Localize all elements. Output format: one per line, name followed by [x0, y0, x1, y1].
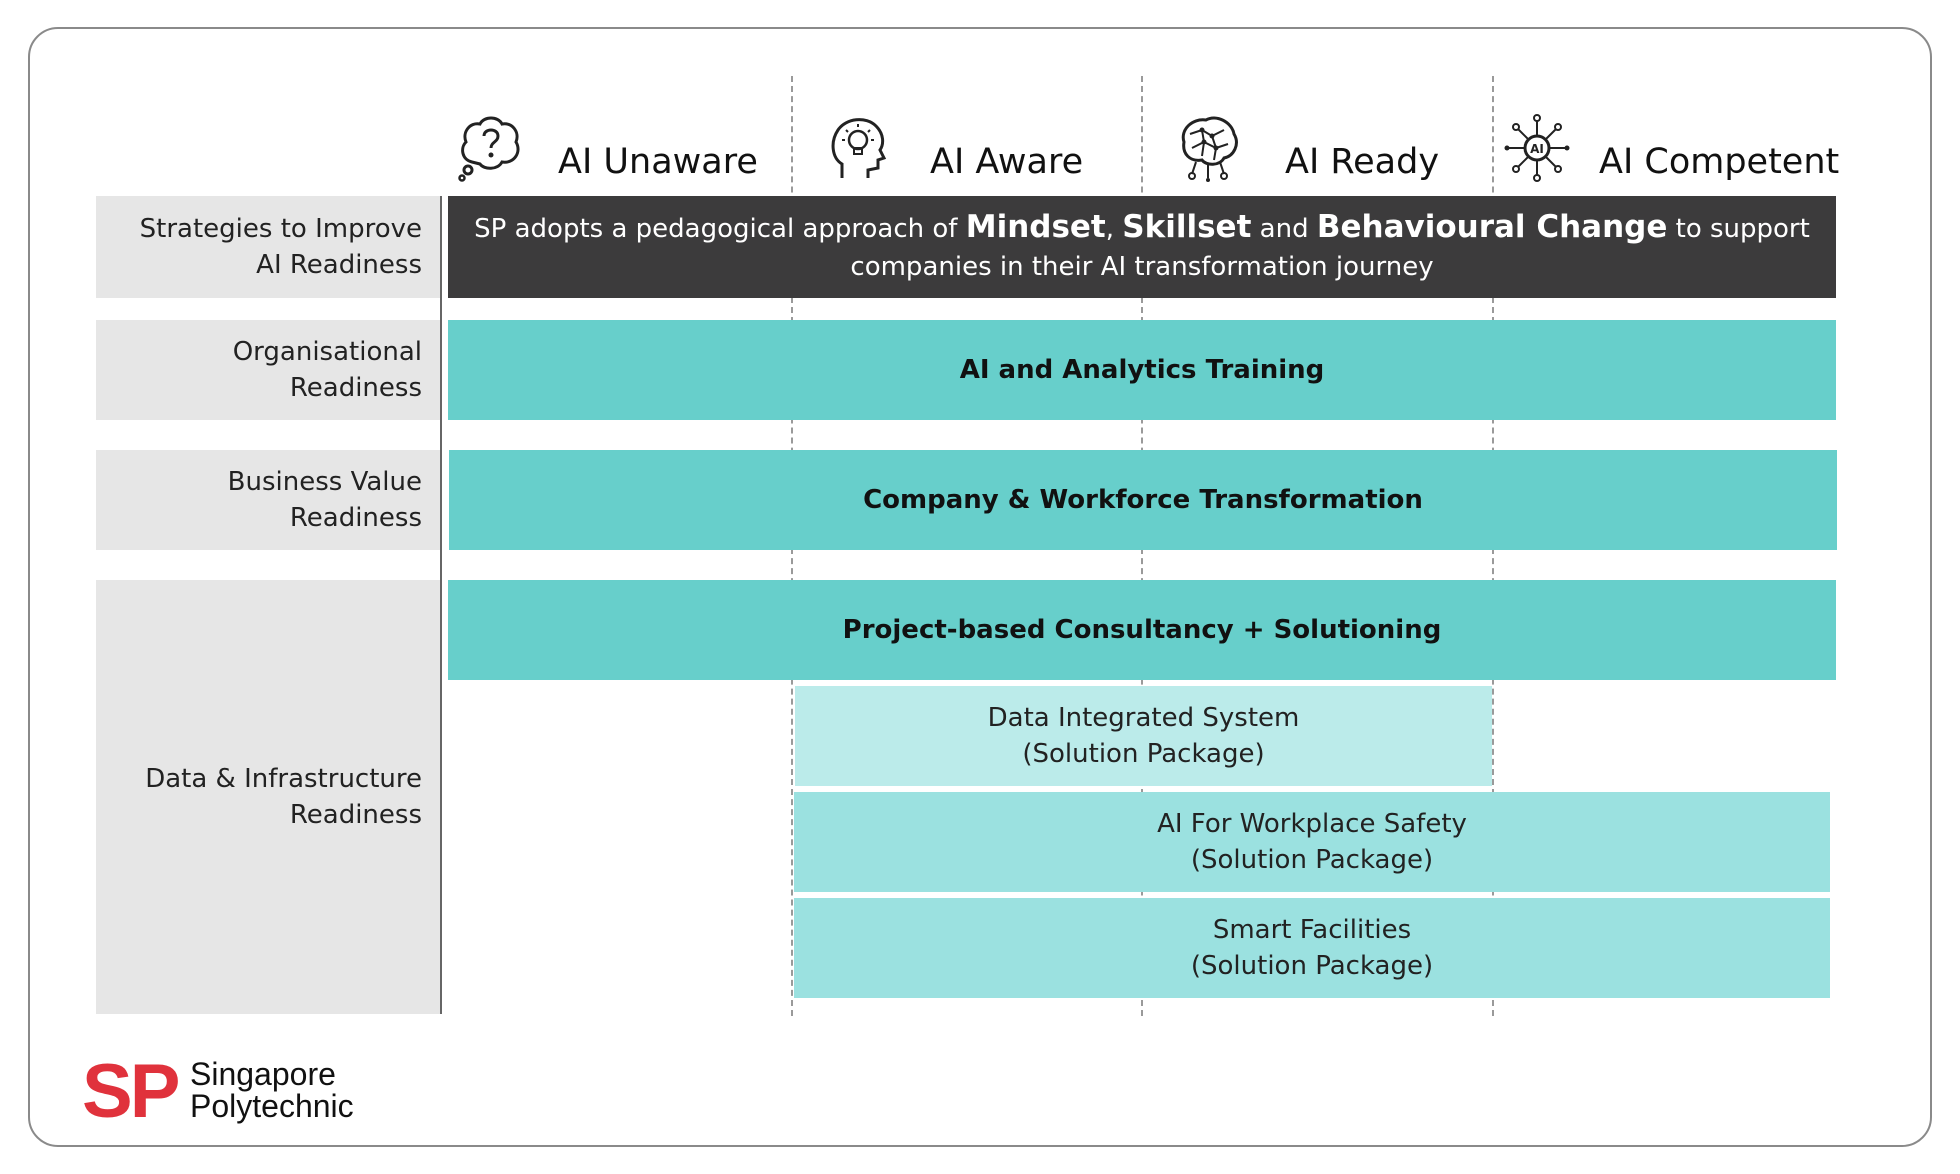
solution-package-smart-facilities — [794, 898, 1830, 998]
stage-title-ai-ready: AI Ready — [1285, 142, 1440, 182]
strategy-banner — [448, 196, 1836, 298]
behavioural-change-emphasis: Behavioural Change — [1316, 209, 1668, 245]
package-type: (Solution Package) — [1190, 951, 1434, 981]
package-name: AI For Workplace Safety — [1157, 809, 1467, 839]
row-label-text: Organisational Readiness — [232, 337, 422, 403]
sp-logo-mark: SP — [82, 1049, 178, 1134]
sp-logo-text: Singapore Polytechnic — [190, 1056, 354, 1124]
skillset-emphasis: Skillset — [1122, 209, 1252, 245]
package-type: (Solution Package) — [1022, 739, 1265, 769]
ai-chip-icon — [1504, 112, 1570, 182]
package-name: Smart Facilities — [1212, 915, 1412, 945]
training-band — [448, 320, 1836, 420]
transformation-band-label: Company & Workforce Transformation — [863, 485, 1423, 515]
svg-text:AI: AI — [1530, 142, 1544, 156]
mindset-emphasis: Mindset — [965, 209, 1106, 245]
stage-title-ai-aware: AI Aware — [930, 142, 1084, 182]
brain-network-icon — [1176, 112, 1242, 182]
package-name: Data Integrated System — [987, 703, 1300, 733]
stage-title-ai-unaware: AI Unaware — [558, 142, 758, 182]
solution-package-data-integrated-system — [795, 686, 1492, 786]
row-label-text: Strategies to Improve AI Readiness — [139, 214, 422, 280]
question-bubble-icon — [458, 112, 524, 182]
row-label-organisational — [96, 320, 440, 420]
row-label-text: Business Value Readiness — [227, 467, 422, 533]
transformation-band — [449, 450, 1837, 550]
stage-title-ai-competent: AI Competent — [1599, 142, 1840, 182]
row-label-divider — [440, 196, 442, 1014]
consultancy-band-label: Project-based Consultancy + Solutioning — [842, 615, 1442, 645]
strategy-banner-text: SP adopts a pedagogical approach of Mindset, Skillset and Behavioural Change to support companies in their AI transformation journey — [474, 209, 1810, 282]
row-label-strategies — [96, 196, 440, 298]
row-label-text: Data & Infrastructure Readiness — [145, 764, 422, 830]
training-band-label: AI and Analytics Training — [959, 355, 1325, 385]
consultancy-band — [448, 580, 1836, 680]
lightbulb-head-icon — [826, 112, 892, 182]
solution-package-workplace-safety — [794, 792, 1830, 892]
row-label-data-infrastructure — [96, 580, 440, 1014]
package-type: (Solution Package) — [1190, 845, 1434, 875]
row-label-business — [96, 450, 440, 550]
